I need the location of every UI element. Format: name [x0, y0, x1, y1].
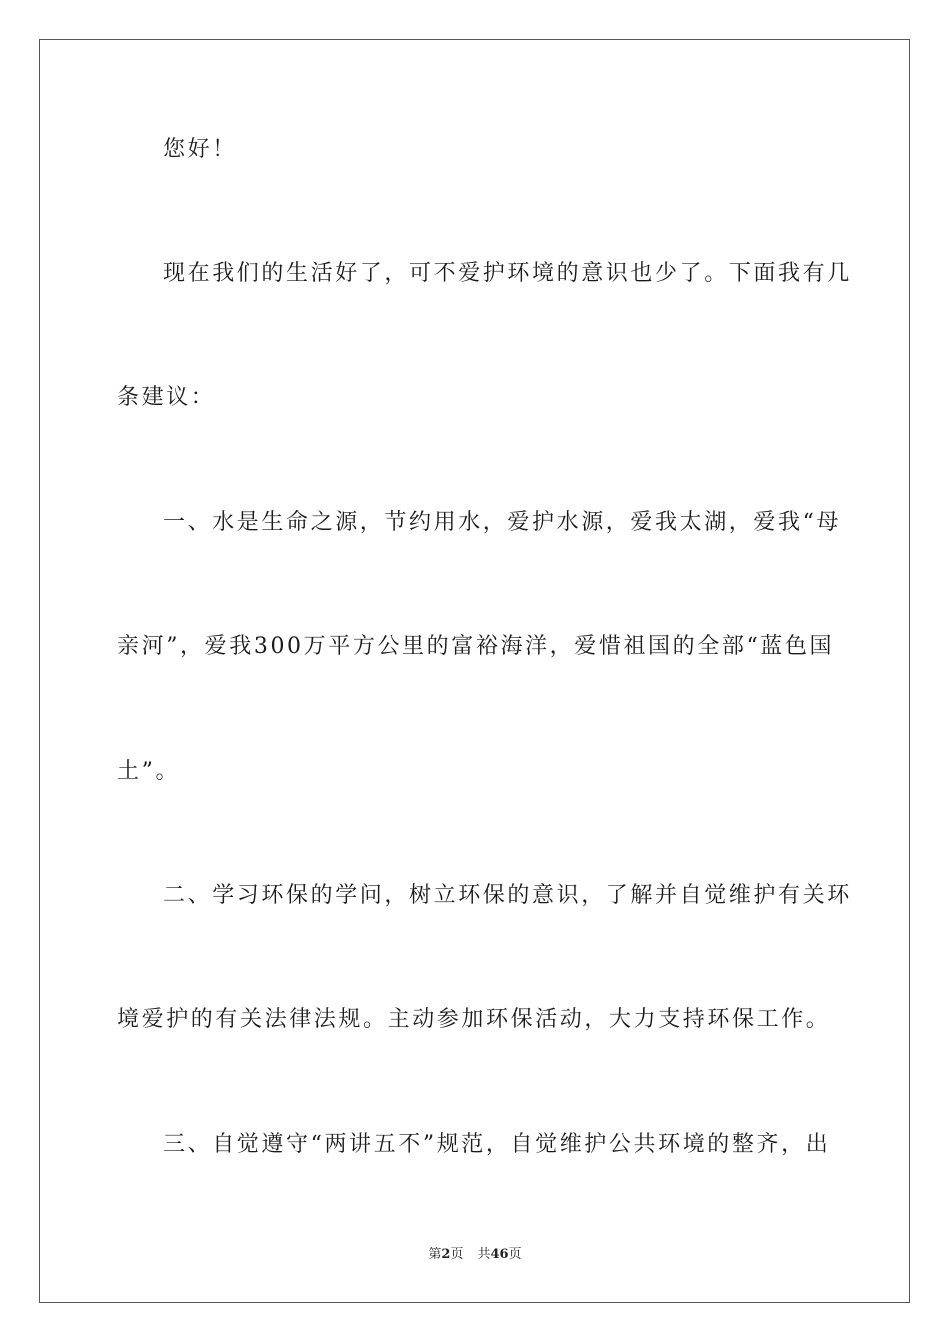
- footer-page-prefix: 第: [428, 1247, 442, 1262]
- footer-page-number: 2: [441, 1247, 451, 1262]
- greeting-line: 您好！: [163, 137, 237, 162]
- page-frame: [39, 39, 910, 1303]
- footer-total-pages: 46: [490, 1247, 509, 1262]
- paragraph-two-line-1: 二、学习环保的学问，树立环保的意识，了解并自觉维护有关环: [163, 883, 852, 908]
- footer-total-prefix: 共: [477, 1247, 491, 1262]
- paragraph-intro-line-1: 现在我们的生活好了，可不爱护环境的意识也少了。下面我有几: [163, 261, 852, 286]
- paragraph-one-line-3: 土”。: [117, 759, 181, 784]
- paragraph-two-line-2: 境爱护的有关法律法规。主动参加环保活动，大力支持环保工作。: [117, 1007, 831, 1032]
- paragraph-one-line-2: 亲河”，爱我300万平方公里的富裕海洋，爱惜祖国的全部“蓝色国: [117, 634, 835, 659]
- paragraph-one-line-1: 一、水是生命之源，节约用水，爱护水源，爱我太湖，爱我“母: [163, 510, 842, 535]
- paragraph-three-line-1: 三、自觉遵守“两讲五不”规范，自觉维护公共环境的整齐，出: [163, 1132, 831, 1157]
- footer-page-suffix: 页: [450, 1247, 464, 1262]
- paragraph-intro-line-2: 条建议：: [117, 385, 216, 410]
- page-footer: [0, 1246, 950, 1264]
- footer-total-suffix: 页: [508, 1247, 522, 1262]
